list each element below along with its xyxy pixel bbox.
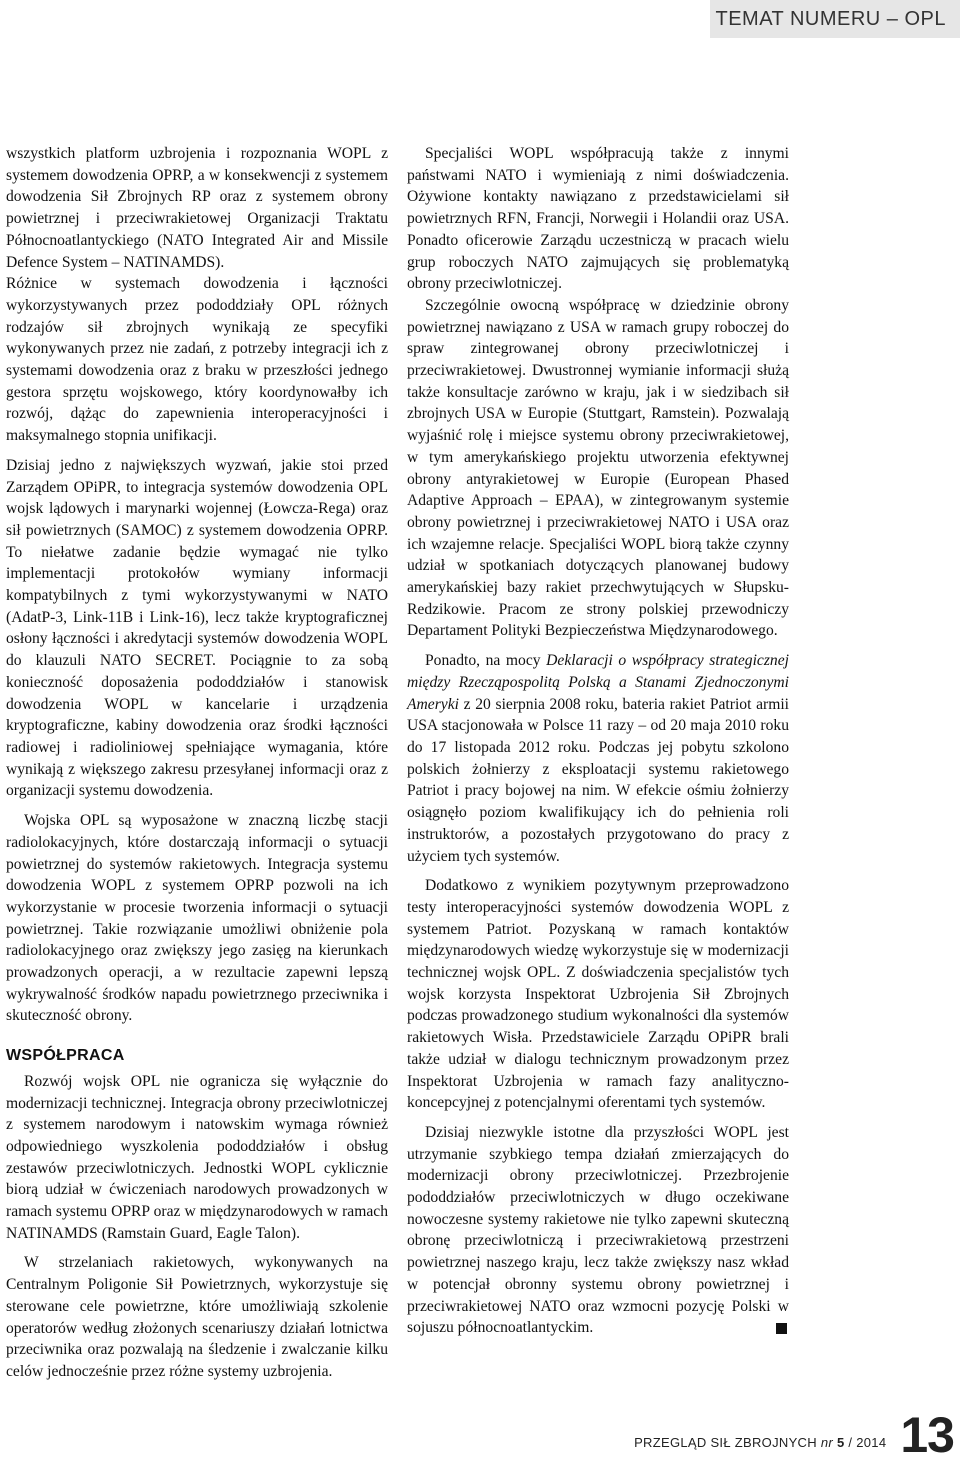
paragraph: Wojska OPL są wyposażone w znaczną liczbę stacji radiolokacyjnych, które dostarczają informacji o sytuacji powietrznej do systemów rakietowych. Integracja systemu dowodzenia WOPL z systemem OPRP pozwoli na ich wykorzystanie w procesie tworzenia informacji o sytuacji powietrznej. Takie rozwiązanie umożliwi obniżenie pola radiolokacyjnego oraz zwiększy jego zasięg na kierunkach prowadzonych operacji, a w rezultacie zapewni lepszą wykrywalność środków napadu powietrznego przeciwnika i skuteczność obrony. <box>6 812 388 1025</box>
issue-number: 5 <box>836 1435 845 1450</box>
left-column <box>6 143 388 1383</box>
text-run: Ponadto, na mocy <box>425 652 547 670</box>
end-of-article-square-icon <box>776 1323 787 1334</box>
section-title: TEMAT NUMERU – OPL <box>715 7 946 30</box>
section-header <box>710 0 960 38</box>
document-title-italic: Deklaracji o współpracy strategicznej między Rzecząpospolitą Polską a Stanami Zjednoczonymi Ameryki <box>407 652 789 713</box>
paragraph: Różnice w systemach dowodzenia i łączności wykorzystywanych przez pododdziały OPL różnych rodzajów sił zbrojnych wynikają ze specyfiki wykonywanych przez nie zadań, z potrzeby integracji ich z systemami dowodzenia oraz z braku w przeszłości jednego gestora sprzętu wojskowego, który koordynowałby ich rozwój, dążąc do zapewnienia interoperacyjności i maksymalnego stopnia unifikacji. <box>6 275 388 445</box>
paragraph: Dzisiaj jedno z największych wyzwań, jakie stoi przed Zarządem OPiPR, to integracja systemów dowodzenia OPL wojsk lądowych i marynarki wojennej (Łowcza-Rega) oraz sił powietrznych (SAMOC) z systemem dowodzenia OPRP. To niełatwe zadanie będzie wymagać nie tylko implementacji protokołów wymiany informacji kompatybilnych z tymi wykorzystywanymi w NATO (AdatP-3, Link-11B i Link-16), lecz także kryptograficznej osłony łączności i akredytacji systemów dowodzenia WOPL do klauzuli NATO SECRET. Pociągnie to za sobą konieczność doposażenia pododdziałów i stanowisk dowodzenia WOPL w kancelarie i urządzenia kryptograficzne, kabiny dowodzenia oraz środki łączności radiowej i radioliniowej spełniające wymagania, które wynikają z większego zakresu przesyłanej informacji oraz z organizacji systemu dowodzenia. <box>6 456 388 800</box>
issue-year: 2014 <box>856 1435 887 1450</box>
issue-separator: / <box>848 1435 853 1450</box>
paragraph: W strzelaniach rakietowych, wykonywanych na Centralnym Poligonie Sił Powietrznych, wykorzystuje się sterowane cele powietrzne, które umożliwiają szkolenie operatorów według złożonych scenariuszy działań lotnictwa przeciwnika oraz pozwalają na śledzenie i zwalczanie kilku celów jednocześnie przez różne systemy uzbrojenia. <box>6 1254 388 1380</box>
text-run: Dzisiaj niezwykle istotne dla przyszłości WOPL jest utrzymanie szybkiego tempa działań zmierzających do modernizacji obrony przeciwlotniczej. Przezbrojenie pododdziałów przeciwlotniczych w długo oczekiwane nowoczesne systemy rakietowe nie tylko zapewni skuteczną obronę przeciwlotniczą i przeciwrakietową przestrzeni powietrznej naszego kraju, lecz także zwiększy nasz wkład w potencjał obronny systemu obrony powietrznej i przeciwrakietowej NATO oraz wzmocni pozycję Polski w sojuszu północnoatlantyckim. <box>407 1123 789 1337</box>
issue-label: nr <box>820 1435 834 1450</box>
section-heading: WSPÓŁPRACA <box>6 1047 125 1065</box>
text-run: z 20 sierpnia 2008 roku, bateria rakiet Patriot armii USA stacjonowała w Polsce 11 razy – od 20 maja 2010 roku do 17 listopada 2012 roku. Podczas jej pobytu szkolono polskich żołnierzy z eksploatacji systemu rakietowego Patriot i pracy bojowej na nim. W efekcie ośmiu żołnierzy osiągnęło poziom kwalifikujący ich do pełnienia roli instruktorów, a pozostałych przygotowano do pracy z użyciem tych systemów. <box>407 695 789 865</box>
paragraph: Rozwój wojsk OPL nie ogranicza się wyłącznie do modernizacji technicznej. Integracja obrony przeciwlotniczej z systemem narodowym i natowskim wymaga również odpowiedniego wyszkolenia pododdziałów i obsług zestawów przeciwlotniczych. Jednostki WOPL cyklicznie biorą udział w ćwiczeniach narodowych prowadzonych w ramach systemu OPRP oraz w międzynarodowych w ramach NATINAMDS (Ramstain Guard, Eagle Talon). <box>6 1072 388 1242</box>
magazine-title: PRZEGLĄD SIŁ ZBROJNYCH <box>634 1435 817 1450</box>
page-footer <box>634 1402 954 1462</box>
page-number: 13 <box>900 1407 954 1463</box>
paragraph <box>407 1122 789 1339</box>
right-column <box>407 143 789 1339</box>
paragraph: Dodatkowo z wynikiem pozytywnym przeprowadzono testy interoperacyjności systemów dowodzenia WOPL z systemem Patriot. Pozyskaną w ramach kontaktów międzynarodowych wiedzę wykorzystuje się w modernizacji technicznej wojsk OPL. Z doświadczenia specjalistów tych wojsk korzysta Inspektorat Uzbrojenia Sił Zbrojnych podczas prowadzonego studium wykonalności dla systemów rakietowych Wisła. Przedstawiciele Zarządu OPiPR brali także udział w dialogu technicznym prowadzonym przez Inspektorat Uzbrojenia w ramach fazy analityczno-koncepcyjnej z potencjalnymi oferentami tych systemów. <box>407 877 789 1112</box>
magazine-issue <box>634 1435 886 1450</box>
paragraph-with-citation <box>407 650 789 867</box>
paragraph: wszystkich platform uzbrojenia i rozpoznania WOPL z systemem dowodzenia OPRP, a w konsekwencji z systemem dowodzenia Sił Zbrojnych RP oraz z systemem obrony powietrznej i przeciwrakietowej Organizacji Traktatu Północnoatlantyckiego (NATO Integrated Air and Missile Defence System – NATINAMDS). <box>6 145 388 271</box>
paragraph: Szczególnie owocną współpracę w dziedzinie obrony powietrznej nawiązano z USA w ramach grupy roboczej do spraw zintegrowanej obrony przeciwlotniczej i przeciwrakietowej. Dwustronnej wymianie informacji służą także konsultacje zarówno w kraju, jak i w siedzibach sił zbrojnych USA w Europie (Stuttgart, Ramstein). Pozwalają wyjaśnić rolę i miejsce systemu obrony przeciwrakietowej, w tym amerykańskiego projektu utworzenia efektywnej obrony antyrakietowej w Europie (European Phased Adaptive Approach – EPAA), w zintegrowanym systemie obrony powietrznej i przeciwrakietowej NATO i USA oraz ich wzajemne relacje. Specjaliści WOPL biorą także czynny udział w spotkaniach dotyczących planowanej budowy amerykańskiej bazy rakiet przechwytujących w Słupsku-Redzikowie. Pracom ze strony polskiej przewodniczy Departament Polityki Bezpieczeństwa Międzynarodowego. <box>407 296 789 640</box>
paragraph: Specjaliści WOPL współpracują także z innymi państwami NATO i wymieniają z nimi doświadczenia. Ożywione kontakty nawiązano z przedstawicielami sił powietrznych RFN, Francji, Norwegii i Holandii oraz USA. Ponadto oficerowie Zarządu uczestniczą w pracach wielu grup roboczych NATO zajmujących się problematyką obrony przeciwlotniczej. <box>407 145 789 293</box>
